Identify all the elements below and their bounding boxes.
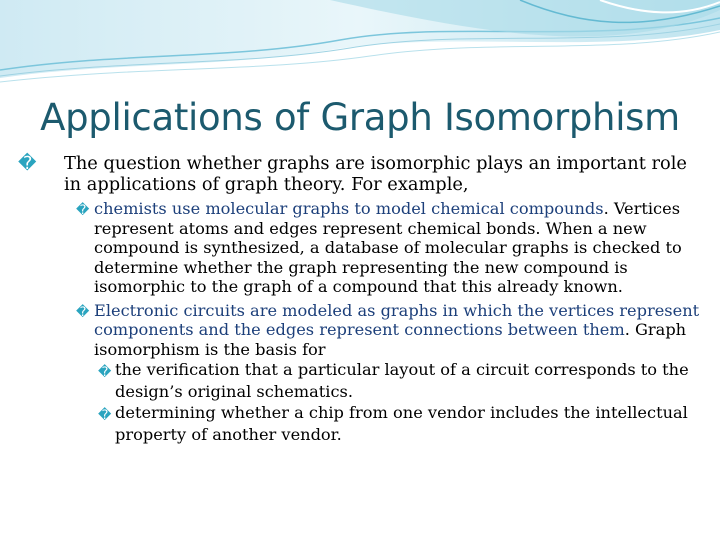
sub-item-text: the verification that a particular layout of a circuit corresponds to the design’s original schematics. (115, 360, 689, 401)
slide-body (18, 153, 708, 445)
item-text: . Graph isomorphism is the basis for (94, 320, 687, 359)
sub-item-text: determining whether a chip from one vendor includes the intellectual property of another vendor. (115, 403, 688, 444)
intro-text: The question whether graphs are isomorphic plays an important role in applications of graph theory. For example, (64, 153, 687, 195)
list-item-chemistry (18, 199, 708, 297)
bullet-icon: � (98, 408, 112, 423)
sub-list-item (18, 402, 708, 445)
item-text: . Vertices represent atoms and edges represent chemical bonds. When a new compound is synthesized, a database of molecular graphs is checked to determine whether the graph representing the new compound is isomorphic to the graph of a compound that this already known. (94, 199, 682, 296)
bullet-icon: � (76, 203, 90, 218)
bullet-icon: � (76, 304, 90, 320)
intro-bullet (18, 153, 708, 195)
item-highlight: Electronic circuits are modeled as graphs in which the vertices represent components and the edges represent connections between them (94, 300, 700, 339)
header-wave-decoration (0, 0, 720, 90)
bullet-icon: � (98, 365, 112, 380)
slide-title: Applications of Graph Isomorphism (40, 96, 680, 139)
item-highlight: chemists use molecular graphs to model chemical compounds (94, 199, 604, 218)
sub-list-item (18, 359, 708, 402)
bullet-icon: � (18, 153, 37, 174)
list-item-circuits (18, 301, 708, 360)
